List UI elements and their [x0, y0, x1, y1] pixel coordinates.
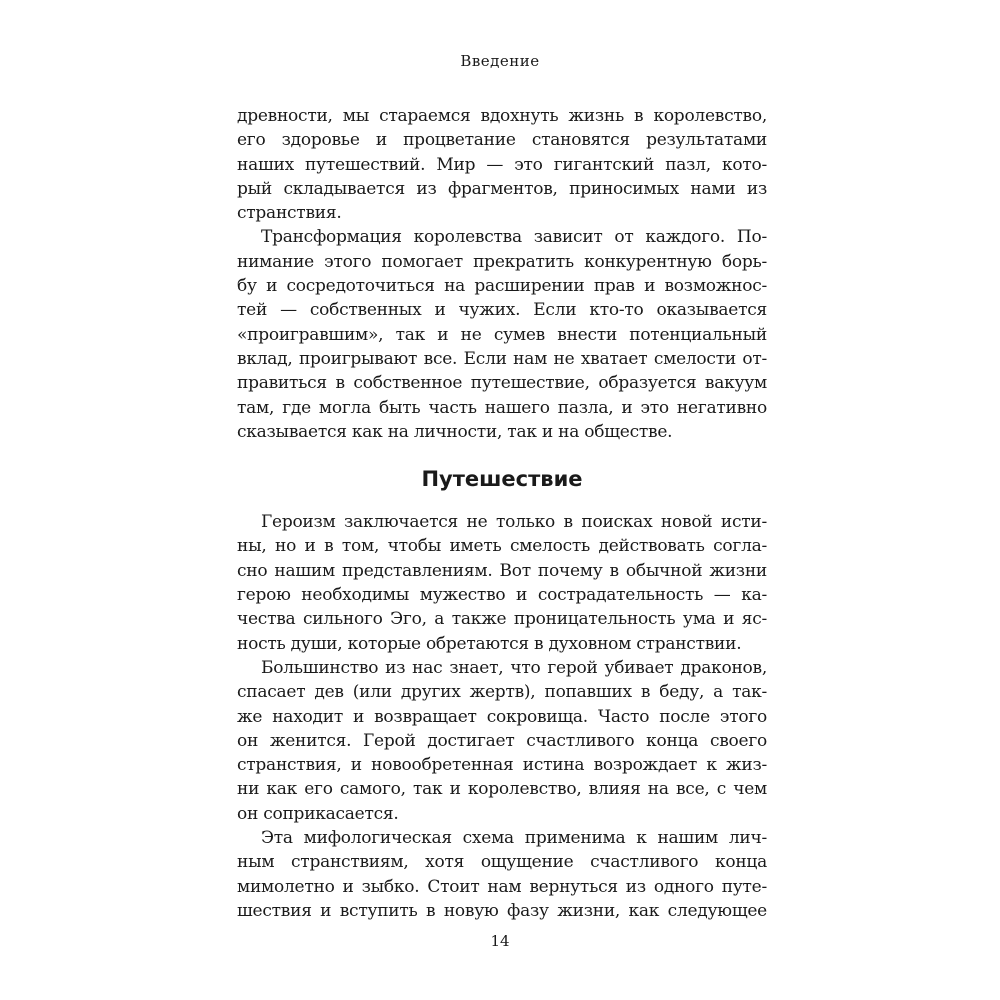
text-line: герою необходимы мужество и сострадательность — ка- [237, 585, 767, 606]
text-line: Трансформация королевства зависит от каждого. По- [261, 227, 767, 248]
text-line: он соприкасается. [237, 803, 399, 824]
text-line: бу и сосредоточиться на расширении прав и возможнос- [237, 276, 767, 297]
text-line: чества сильного Эго, а также проницательность ума и яс- [237, 609, 767, 630]
text-line: странствия. [237, 203, 342, 224]
text-line: спасает дев (или других жертв), попавших в беду, а так- [237, 682, 767, 703]
text-line: вклад, проигрывают все. Если нам не хватает смелости от- [237, 348, 767, 369]
text-line: Героизм заключается не только в поисках новой исти- [261, 512, 767, 533]
running-head: Введение [460, 52, 540, 70]
text-line: он женится. Герой достигает счастливого конца своего [237, 730, 767, 751]
section-heading: Путешествие [421, 467, 583, 492]
text-line: там, где могла быть часть нашего пазла, и это негативно [237, 397, 767, 418]
text-line: тей — собственных и чужих. Если кто-то оказывается [237, 300, 767, 321]
text-line: сказывается как на личности, так и на обществе. [237, 421, 673, 442]
text-line: ны, но и в том, чтобы иметь смелость действовать согла- [237, 536, 767, 557]
paragraph-1 [237, 104, 767, 225]
page-number: 14 [490, 932, 510, 950]
paragraph-5 [237, 826, 767, 923]
text-line: шествия и вступить в новую фазу жизни, как следующее [237, 900, 767, 921]
text-line: нимание этого помогает прекратить конкурентную борь- [237, 251, 767, 272]
text-line: ни как его самого, так и королевство, влияя на все, с чем [237, 779, 767, 800]
text-line: сно нашим представлениям. Вот почему в обычной жизни [237, 560, 767, 581]
text-line: его здоровье и процветание становятся результатами [237, 130, 767, 151]
text-line: «проигравшим», так и не сумев внести потенциальный [237, 324, 767, 345]
body-text [237, 104, 767, 923]
text-line: мимолетно и зыбко. Стоит нам вернуться из одного путе- [237, 876, 767, 897]
text-line: ным странствиям, хотя ощущение счастливого конца [237, 852, 767, 873]
text-line: Эта мифологическая схема применима к нашим лич- [261, 828, 767, 849]
paragraph-4 [237, 656, 767, 826]
text-line: наших путешествий. Мир — это гигантский пазл, кото- [237, 154, 767, 175]
text-line: Большинство из нас знает, что герой убивает драконов, [261, 657, 767, 678]
paragraph-3 [237, 510, 767, 656]
text-line: ность души, которые обретаются в духовном странствии. [237, 633, 742, 654]
text-line: правиться в собственное путешествие, образуется вакуум [237, 373, 767, 394]
text-line: рый складывается из фрагментов, приносимых нами из [237, 178, 767, 199]
text-line: же находит и возвращает сокровища. Часто после этого [237, 706, 767, 727]
paragraph-2 [237, 225, 767, 444]
text-line: странствия, и новообретенная истина возрождает к жиз- [237, 755, 767, 776]
text-line: древности, мы стараемся вдохнуть жизнь в королевство, [237, 106, 767, 126]
